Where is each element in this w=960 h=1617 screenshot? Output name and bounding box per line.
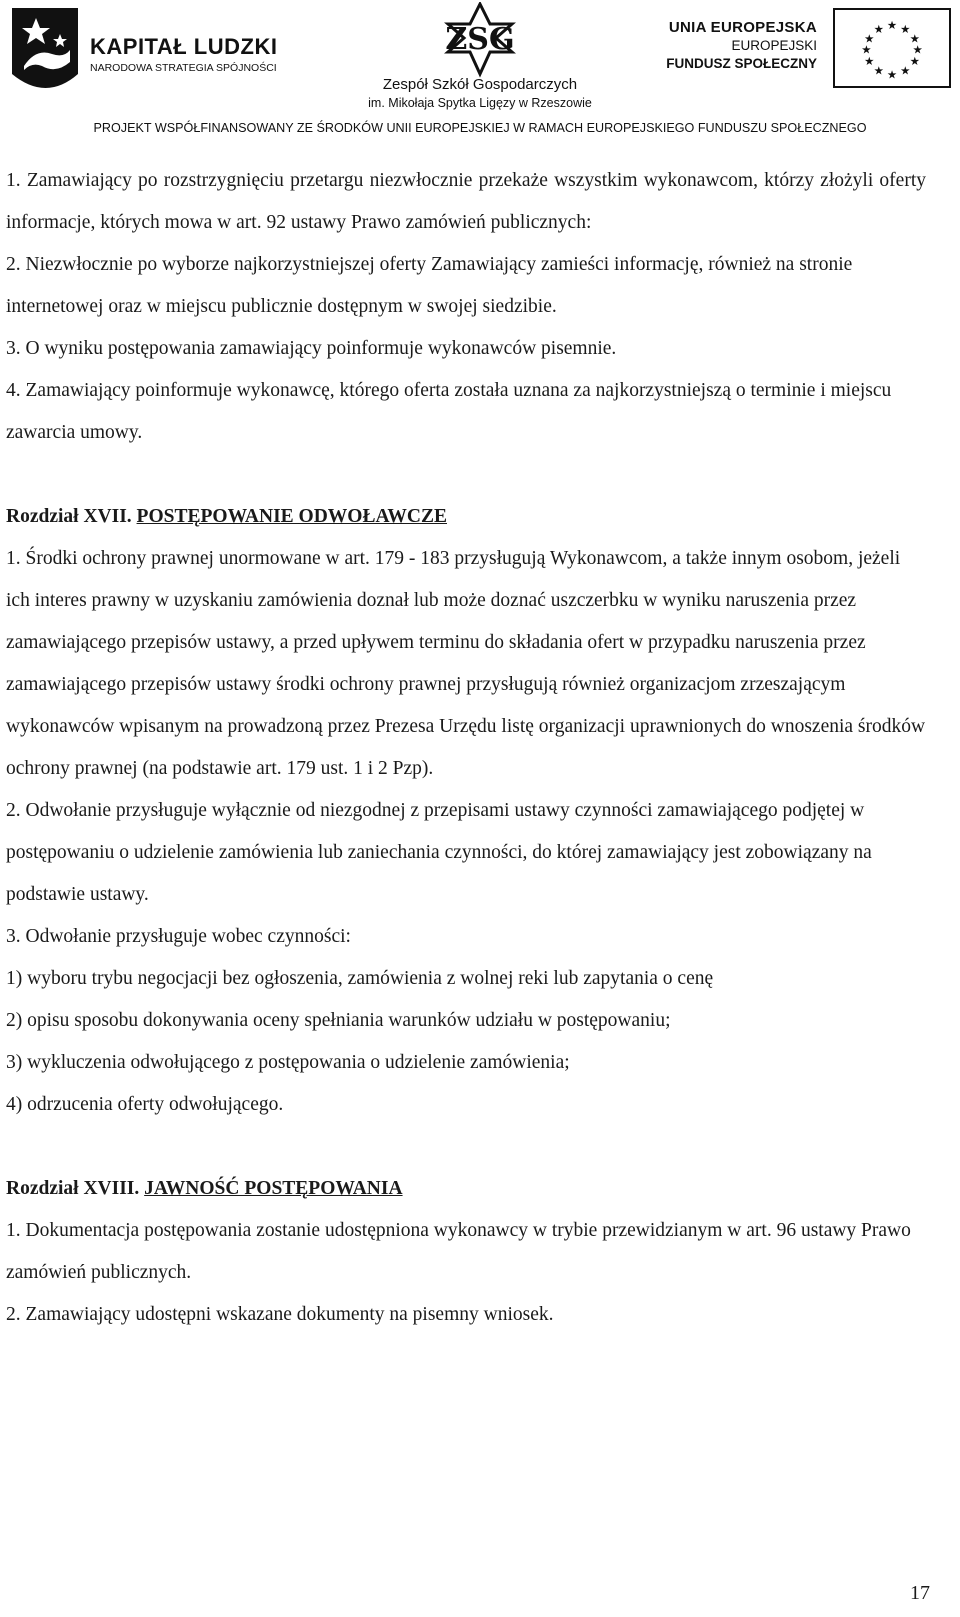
svg-text:★: ★ xyxy=(900,65,911,78)
list-item: 3) wykluczenia odwołującego z postępowania o udzielenie zamówienia; xyxy=(6,1052,570,1073)
svg-text:★: ★ xyxy=(873,65,884,78)
school-logo xyxy=(330,0,630,118)
school-name: Zespół Szkół Gospodarczych xyxy=(382,76,578,93)
eu-line-1: UNIA EUROPEJSKA xyxy=(668,19,817,36)
chapter-18-label: Rozdział XVIII. xyxy=(6,1178,140,1199)
eu-flag-icon xyxy=(833,8,951,88)
chapter-18-title: JAWNOŚĆ POSTĘPOWANIA xyxy=(144,1178,403,1199)
chapter-17-title: POSTĘPOWANIE ODWOŁAWCZE xyxy=(136,506,447,527)
paragraph-a1: 1. Zamawiający po rozstrzygnięciu przetargu niezwłocznie przekaże wszystkim wykonawcom, którzy złożyli oferty informacje, których mowa w art. 92 ustawy Prawo zamówień publicznych: xyxy=(6,170,926,233)
list-item: 4) odrzucenia oferty odwołującego. xyxy=(6,1094,284,1115)
svg-text:★: ★ xyxy=(864,56,875,69)
chapter-18-paragraph-2: 2. Zamawiający udostępni wskazane dokumenty na pisemny wniosek. xyxy=(6,1304,554,1325)
eu-line-3: FUNDUSZ SPOŁECZNY xyxy=(666,56,817,71)
page-number: 17 xyxy=(910,1582,930,1604)
eu-logo xyxy=(630,6,955,106)
svg-text:ZSG: ZSG xyxy=(445,22,515,57)
kapital-ludzki-logo xyxy=(6,4,306,108)
chapter-18-paragraph-1: 1. Dokumentacja postępowania zostanie udostępniona wykonawcy w trybie przewidzianym w art. 96 ustawy Prawo zamówień publicznych. xyxy=(6,1220,911,1283)
list-item: 1) wyboru trybu negocjacji bez ogłoszenia, zamówienia z wolnej reki lub zapytania o cenę xyxy=(6,968,714,989)
svg-text:★: ★ xyxy=(909,33,920,46)
svg-text:★: ★ xyxy=(886,69,898,82)
paragraph-a3: 3. O wyniku postępowania zamawiający poinformuje wykonawców pisemnie. xyxy=(6,338,617,359)
chapter-17-paragraph-3: 3. Odwołanie przysługuje wobec czynności: xyxy=(6,926,351,947)
school-emblem-icon xyxy=(420,2,540,78)
kapital-ludzki-title: KAPITAŁ LUDZKI xyxy=(90,34,278,59)
kapital-ludzki-subtitle: NARODOWA STRATEGIA SPÓJNOŚCI xyxy=(90,62,277,74)
chapter-17-paragraph-1: 1. Środki ochrony prawnej unormowane w art. 179 - 183 przysługują Wykonawcom, a także innym osobom, jeżeli ich interes prawny w uzyskaniu zamówienia doznał lub może doznać uszczerbku w wyniku naruszenia przez zamawiającego przepisów ustawy, a przed upływem terminu do składania ofert w przypadku naruszenia przez zamawiającego przepisów ustawy środki ochrony prawnej przysługują również organizacjom zrzeszającym wykonawców wpisanym na prowadzoną przez Prezesa Urzędu listę organizacji uprawnionych do wnoszenia środków ochrony prawnej (na podstawie art. 179 ust. 1 i 2 Pzp). xyxy=(6,548,926,779)
spacer xyxy=(6,454,926,496)
svg-text:★: ★ xyxy=(909,56,920,69)
svg-text:★: ★ xyxy=(912,44,923,57)
svg-text:★: ★ xyxy=(864,33,875,46)
chapter-17-paragraph-2: 2. Odwołanie przysługuje wyłącznie od niezgodnej z przepisami ustawy czynności zamawiającego podjętej w postępowaniu o udzielenie zamówienia lub zaniechania czynności, do której zamawiający jest zobowiązany na podstawie ustawy. xyxy=(6,800,872,905)
project-banner: PROJEKT WSPÓŁFINANSOWANY ZE ŚRODKÓW UNII EUROPEJSKIEJ W RAMACH EUROPEJSKIEGO FUNDUSZU SPOŁECZNEGO xyxy=(93,121,867,135)
list-item: 2) opisu sposobu dokonywania oceny spełniania warunków udziału w postępowaniu; xyxy=(6,1010,671,1031)
svg-text:★: ★ xyxy=(900,23,911,36)
svg-text:★: ★ xyxy=(861,44,872,57)
kapital-ludzki-emblem-icon xyxy=(6,4,84,104)
svg-text:★: ★ xyxy=(886,20,898,32)
page-header xyxy=(0,0,960,145)
chapter-18-heading xyxy=(6,1168,926,1210)
spacer xyxy=(6,1126,926,1168)
eu-line-2: EUROPEJSKI xyxy=(731,38,817,53)
eu-logo-text xyxy=(666,18,817,73)
school-patron: im. Mikołaja Spytka Ligęzy w Rzeszowie xyxy=(368,96,592,110)
paragraph-a4: 4. Zamawiający poinformuje wykonawcę, którego oferta została uznana za najkorzystniejszą o terminie i miejscu zawarcia umowy. xyxy=(6,380,892,443)
chapter-17-heading xyxy=(6,496,926,538)
svg-text:★: ★ xyxy=(873,23,884,36)
paragraph-a2: 2. Niezwłocznie po wyborze najkorzystniejszej oferty Zamawiający zamieści informację, również na stronie internetowej oraz w miejscu publicznie dostępnym w swojej siedzibie. xyxy=(6,254,853,317)
document-body xyxy=(6,160,926,1336)
chapter-17-label: Rozdział XVII. xyxy=(6,506,132,527)
